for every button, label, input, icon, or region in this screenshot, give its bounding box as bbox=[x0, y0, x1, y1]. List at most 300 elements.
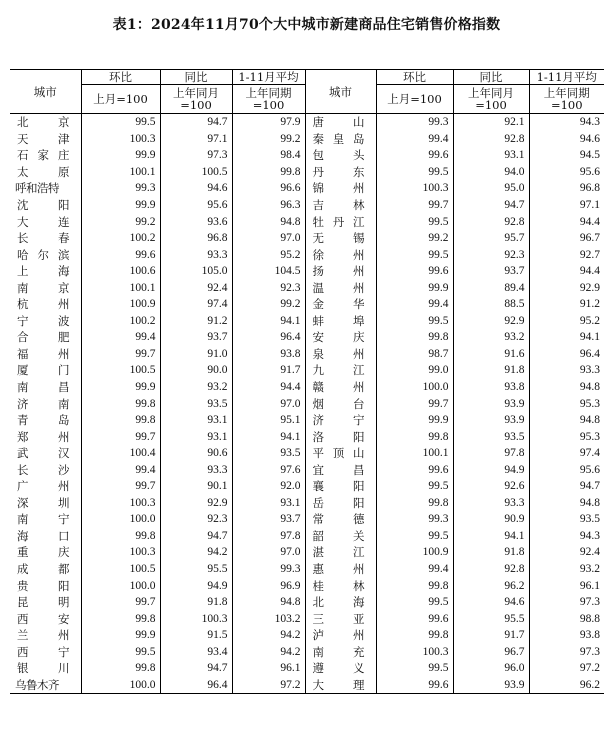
cell-city-right: 温州 bbox=[305, 279, 376, 296]
cell-ytd-left: 94.8 bbox=[232, 213, 305, 230]
cell-yoy-right: 92.9 bbox=[453, 313, 529, 330]
cell-mom-right: 99.3 bbox=[428, 116, 449, 129]
cell-city-right: 赣州 bbox=[305, 379, 376, 396]
cell-ytd-right: 94.4 bbox=[529, 263, 604, 280]
cell-yoy-left: 91.0 bbox=[160, 346, 232, 363]
cell-mom-left: 99.8 bbox=[135, 529, 156, 542]
cell-city-right: 襄阳 bbox=[305, 478, 376, 495]
cell-mom-right: 99.4 bbox=[428, 132, 449, 145]
base-label-text: =100 bbox=[252, 98, 285, 112]
cell-yoy-right: 93.8 bbox=[453, 379, 529, 396]
cell-city-right: 锦州 bbox=[305, 180, 376, 197]
table-row bbox=[10, 147, 604, 164]
cell-yoy-right: 93.9 bbox=[453, 412, 529, 429]
cell-city-left: 厦门 bbox=[10, 362, 81, 379]
cell-yoy-right: 94.0 bbox=[453, 164, 529, 181]
cell-mom-left: 99.8 bbox=[135, 397, 156, 410]
cell-city-right: 常德 bbox=[305, 511, 376, 528]
col-header-mom-left: 环比 bbox=[81, 70, 160, 85]
cell-mom-right: 99.5 bbox=[428, 662, 449, 675]
cell-mom-left: 100.9 bbox=[129, 298, 156, 311]
cell-city-right: 金华 bbox=[305, 296, 376, 313]
table-row bbox=[10, 478, 604, 495]
cell-yoy-right: 89.4 bbox=[453, 279, 529, 296]
table-row bbox=[10, 445, 604, 462]
cell-yoy-left: 93.1 bbox=[160, 412, 232, 429]
cell-yoy-right: 91.6 bbox=[453, 346, 529, 363]
cell-ytd-left: 99.3 bbox=[232, 561, 305, 578]
table-row bbox=[10, 412, 604, 429]
cell-yoy-right: 95.7 bbox=[453, 230, 529, 247]
cell-yoy-left: 100.5 bbox=[160, 164, 232, 181]
cell-yoy-left: 92.9 bbox=[160, 495, 232, 512]
cell-ytd-left: 99.8 bbox=[232, 164, 305, 181]
cell-city-left: 乌鲁木齐 bbox=[10, 677, 81, 694]
cell-yoy-left: 94.7 bbox=[160, 528, 232, 545]
base-label-mom-left: 上月=100 bbox=[93, 92, 148, 106]
cell-yoy-right: 92.6 bbox=[453, 478, 529, 495]
cell-ytd-right: 92.7 bbox=[529, 246, 604, 263]
cell-yoy-right: 92.1 bbox=[453, 114, 529, 131]
col-header-ytd-left: 1-11月平均 bbox=[232, 70, 305, 85]
cell-city-left: 南京 bbox=[10, 279, 81, 296]
table-row bbox=[10, 197, 604, 214]
cell-ytd-left: 93.7 bbox=[232, 511, 305, 528]
cell-ytd-right: 94.8 bbox=[529, 412, 604, 429]
cell-mom-right: 99.5 bbox=[428, 165, 449, 178]
cell-city-right: 岳阳 bbox=[305, 495, 376, 512]
base-label-text: 上年同期 bbox=[245, 86, 292, 100]
cell-mom-right: 98.7 bbox=[428, 347, 449, 360]
cell-ytd-right: 97.1 bbox=[529, 197, 604, 214]
cell-yoy-left: 93.3 bbox=[160, 461, 232, 478]
base-label-ytd-right bbox=[529, 85, 604, 114]
cell-mom-right: 99.9 bbox=[428, 414, 449, 427]
cell-mom-right: 99.3 bbox=[428, 513, 449, 526]
cell-yoy-left: 94.6 bbox=[160, 180, 232, 197]
table-row bbox=[10, 296, 604, 313]
cell-ytd-left: 96.3 bbox=[232, 197, 305, 214]
table-row bbox=[10, 131, 604, 148]
cell-city-left: 济南 bbox=[10, 395, 81, 412]
cell-ytd-right: 95.6 bbox=[529, 164, 604, 181]
table-body bbox=[10, 114, 604, 694]
cell-mom-left: 99.5 bbox=[135, 116, 156, 129]
table-row bbox=[10, 279, 604, 296]
cell-yoy-right: 94.9 bbox=[453, 461, 529, 478]
cell-ytd-right: 91.2 bbox=[529, 296, 604, 313]
cell-mom-left: 99.8 bbox=[135, 662, 156, 675]
cell-mom-left: 99.2 bbox=[135, 215, 156, 228]
cell-mom-left: 99.9 bbox=[135, 381, 156, 394]
cell-city-right: 徐州 bbox=[305, 246, 376, 263]
cell-mom-right: 99.5 bbox=[428, 314, 449, 327]
cell-ytd-right: 93.2 bbox=[529, 561, 604, 578]
cell-yoy-left: 96.8 bbox=[160, 230, 232, 247]
cell-mom-right: 99.8 bbox=[428, 331, 449, 344]
table-row bbox=[10, 346, 604, 363]
cell-city-left: 长春 bbox=[10, 230, 81, 247]
table-row bbox=[10, 230, 604, 247]
cell-ytd-left: 96.9 bbox=[232, 577, 305, 594]
cell-mom-left: 100.1 bbox=[129, 165, 156, 178]
cell-ytd-right: 96.8 bbox=[529, 180, 604, 197]
cell-mom-right: 99.0 bbox=[428, 364, 449, 377]
base-label-mom-right: 上月=100 bbox=[387, 92, 442, 106]
cell-ytd-left: 97.0 bbox=[232, 230, 305, 247]
cell-ytd-left: 103.2 bbox=[232, 610, 305, 627]
table-row bbox=[10, 495, 604, 512]
cell-city-left: 兰州 bbox=[10, 627, 81, 644]
cell-city-left: 昆明 bbox=[10, 594, 81, 611]
cell-city-left: 广州 bbox=[10, 478, 81, 495]
cell-yoy-right: 88.5 bbox=[453, 296, 529, 313]
cell-city-left: 银川 bbox=[10, 660, 81, 677]
cell-ytd-left: 93.1 bbox=[232, 495, 305, 512]
cell-yoy-left: 95.6 bbox=[160, 197, 232, 214]
cell-ytd-right: 94.8 bbox=[529, 495, 604, 512]
base-label-ytd-left bbox=[232, 85, 305, 114]
cell-ytd-right: 96.2 bbox=[529, 677, 604, 694]
cell-mom-right: 100.1 bbox=[422, 447, 449, 460]
table-row bbox=[10, 395, 604, 412]
cell-ytd-right: 96.7 bbox=[529, 230, 604, 247]
table-row bbox=[10, 313, 604, 330]
table-row bbox=[10, 610, 604, 627]
table-row bbox=[10, 660, 604, 677]
cell-city-left: 武汉 bbox=[10, 445, 81, 462]
cell-city-left: 西安 bbox=[10, 610, 81, 627]
table-row bbox=[10, 246, 604, 263]
cell-city-right: 九江 bbox=[305, 362, 376, 379]
cell-yoy-left: 93.3 bbox=[160, 246, 232, 263]
cell-mom-right: 99.4 bbox=[428, 298, 449, 311]
cell-city-right: 南充 bbox=[305, 644, 376, 661]
cell-mom-left: 99.8 bbox=[135, 414, 156, 427]
cell-ytd-right: 97.3 bbox=[529, 644, 604, 661]
cell-ytd-left: 97.2 bbox=[232, 677, 305, 694]
cell-mom-left: 100.2 bbox=[129, 314, 156, 327]
base-label-text: =100 bbox=[475, 98, 507, 112]
cell-mom-left: 99.6 bbox=[135, 248, 156, 261]
cell-mom-right: 99.5 bbox=[428, 529, 449, 542]
cell-yoy-left: 93.5 bbox=[160, 395, 232, 412]
cell-ytd-left: 96.6 bbox=[232, 180, 305, 197]
cell-ytd-left: 97.0 bbox=[232, 544, 305, 561]
cell-yoy-right: 95.0 bbox=[453, 180, 529, 197]
table-row bbox=[10, 594, 604, 611]
cell-city-right: 秦皇岛 bbox=[305, 131, 376, 148]
cell-ytd-left: 94.1 bbox=[232, 428, 305, 445]
cell-yoy-left: 93.1 bbox=[160, 428, 232, 445]
table-row bbox=[10, 528, 604, 545]
cell-yoy-right: 94.7 bbox=[453, 197, 529, 214]
cell-ytd-left: 96.4 bbox=[232, 329, 305, 346]
cell-ytd-left: 92.3 bbox=[232, 279, 305, 296]
cell-yoy-right: 93.9 bbox=[453, 677, 529, 694]
cell-mom-right: 99.9 bbox=[428, 281, 449, 294]
cell-city-right: 安庆 bbox=[305, 329, 376, 346]
cell-city-right: 三亚 bbox=[305, 610, 376, 627]
cell-mom-right: 99.4 bbox=[428, 563, 449, 576]
cell-yoy-right: 96.0 bbox=[453, 660, 529, 677]
cell-ytd-right: 95.2 bbox=[529, 313, 604, 330]
cell-city-left: 深圳 bbox=[10, 495, 81, 512]
cell-ytd-right: 97.2 bbox=[529, 660, 604, 677]
table-row bbox=[10, 644, 604, 661]
cell-mom-left: 99.4 bbox=[135, 463, 156, 476]
cell-yoy-right: 96.7 bbox=[453, 644, 529, 661]
cell-city-left: 福州 bbox=[10, 346, 81, 363]
cell-city-left: 大连 bbox=[10, 213, 81, 230]
cell-city-right: 丹东 bbox=[305, 164, 376, 181]
table-row bbox=[10, 428, 604, 445]
cell-mom-right: 99.7 bbox=[428, 199, 449, 211]
cell-city-left: 青岛 bbox=[10, 412, 81, 429]
cell-yoy-left: 100.3 bbox=[160, 610, 232, 627]
cell-mom-left: 99.3 bbox=[135, 182, 156, 195]
table-row bbox=[10, 114, 604, 131]
cell-city-left: 重庆 bbox=[10, 544, 81, 561]
cell-yoy-right: 91.8 bbox=[453, 362, 529, 379]
cell-ytd-left: 94.2 bbox=[232, 627, 305, 644]
cell-mom-left: 100.5 bbox=[129, 364, 156, 377]
table-row bbox=[10, 561, 604, 578]
cell-yoy-right: 93.5 bbox=[453, 428, 529, 445]
cell-city-right: 无锡 bbox=[305, 230, 376, 247]
cell-mom-left: 100.0 bbox=[129, 513, 156, 526]
cell-yoy-left: 94.9 bbox=[160, 577, 232, 594]
cell-city-right: 泉州 bbox=[305, 346, 376, 363]
cell-ytd-left: 97.9 bbox=[232, 114, 305, 131]
cell-city-left: 石家庄 bbox=[10, 147, 81, 164]
cell-city-right: 扬州 bbox=[305, 263, 376, 280]
cell-ytd-right: 94.6 bbox=[529, 131, 604, 148]
cell-mom-left: 100.6 bbox=[129, 265, 156, 278]
cell-yoy-right: 93.2 bbox=[453, 329, 529, 346]
cell-ytd-right: 94.3 bbox=[529, 114, 604, 131]
cell-mom-right: 100.9 bbox=[422, 546, 449, 559]
cell-city-left: 北京 bbox=[10, 114, 81, 131]
cell-yoy-right: 91.7 bbox=[453, 627, 529, 644]
cell-yoy-right: 94.1 bbox=[453, 528, 529, 545]
cell-mom-right: 99.7 bbox=[428, 397, 449, 410]
col-header-city-left: 城市 bbox=[10, 70, 81, 113]
cell-city-right: 吉林 bbox=[305, 197, 376, 214]
cell-ytd-right: 97.3 bbox=[529, 594, 604, 611]
table-row bbox=[10, 379, 604, 396]
table-row bbox=[10, 544, 604, 561]
cell-city-left: 宁波 bbox=[10, 313, 81, 330]
cell-yoy-left: 91.5 bbox=[160, 627, 232, 644]
table-row bbox=[10, 362, 604, 379]
cell-yoy-right: 93.7 bbox=[453, 263, 529, 280]
cell-city-left: 成都 bbox=[10, 561, 81, 578]
cell-ytd-left: 94.4 bbox=[232, 379, 305, 396]
cell-mom-left: 100.0 bbox=[129, 579, 156, 592]
cell-mom-right: 99.6 bbox=[428, 463, 449, 476]
col-header-ytd-right: 1-11月平均 bbox=[529, 70, 604, 85]
cell-city-left: 太原 bbox=[10, 164, 81, 181]
cell-city-right: 韶关 bbox=[305, 528, 376, 545]
cell-mom-left: 100.4 bbox=[129, 447, 156, 460]
cell-yoy-right: 92.8 bbox=[453, 561, 529, 578]
cell-mom-left: 100.5 bbox=[129, 563, 156, 576]
cell-ytd-right: 94.8 bbox=[529, 379, 604, 396]
cell-city-right: 洛阳 bbox=[305, 428, 376, 445]
cell-yoy-left: 93.2 bbox=[160, 379, 232, 396]
table-row bbox=[10, 577, 604, 594]
base-label-yoy-right bbox=[453, 85, 529, 114]
cell-mom-left: 99.7 bbox=[135, 430, 156, 443]
cell-mom-left: 100.2 bbox=[129, 232, 156, 245]
col-header-city-right: 城市 bbox=[305, 70, 376, 113]
col-header-yoy-right: 同比 bbox=[453, 70, 529, 85]
cell-city-right: 平顶山 bbox=[305, 445, 376, 462]
cell-ytd-left: 99.2 bbox=[232, 131, 305, 148]
cell-yoy-right: 90.9 bbox=[453, 511, 529, 528]
cell-ytd-left: 97.0 bbox=[232, 395, 305, 412]
cell-ytd-right: 92.9 bbox=[529, 279, 604, 296]
cell-ytd-right: 96.1 bbox=[529, 577, 604, 594]
cell-city-left: 合肥 bbox=[10, 329, 81, 346]
base-label-text: 上年同月 bbox=[468, 86, 514, 100]
cell-mom-left: 99.7 bbox=[135, 596, 156, 609]
cell-ytd-left: 94.2 bbox=[232, 644, 305, 661]
cell-yoy-right: 93.1 bbox=[453, 147, 529, 164]
page-title: 表1：2024年11月70个大中城市新建商品住宅销售价格指数 bbox=[112, 17, 501, 33]
cell-ytd-right: 93.8 bbox=[529, 627, 604, 644]
cell-city-right: 桂林 bbox=[305, 577, 376, 594]
cell-yoy-left: 97.4 bbox=[160, 296, 232, 313]
base-label-yoy-left bbox=[160, 85, 232, 114]
cell-ytd-right: 94.7 bbox=[529, 478, 604, 495]
cell-mom-left: 99.5 bbox=[135, 645, 156, 658]
cell-mom-left: 100.3 bbox=[129, 496, 156, 509]
cell-city-left: 天津 bbox=[10, 131, 81, 148]
cell-yoy-left: 90.6 bbox=[160, 445, 232, 462]
cell-city-left: 沈阳 bbox=[10, 197, 81, 214]
cell-mom-left: 99.9 bbox=[135, 199, 156, 211]
cell-yoy-right: 92.3 bbox=[453, 246, 529, 263]
cell-yoy-left: 96.4 bbox=[160, 677, 232, 694]
table-row bbox=[10, 461, 604, 478]
col-header-yoy-left: 同比 bbox=[160, 70, 232, 85]
cell-ytd-right: 97.4 bbox=[529, 445, 604, 462]
cell-city-right: 宜昌 bbox=[305, 461, 376, 478]
cell-city-left: 南昌 bbox=[10, 379, 81, 396]
cell-ytd-right: 95.3 bbox=[529, 428, 604, 445]
cell-mom-left: 99.4 bbox=[135, 331, 156, 344]
table-row bbox=[10, 627, 604, 644]
cell-city-left: 上海 bbox=[10, 263, 81, 280]
cell-mom-right: 100.3 bbox=[422, 645, 449, 658]
cell-city-right: 包头 bbox=[305, 147, 376, 164]
cell-ytd-left: 94.1 bbox=[232, 313, 305, 330]
cell-yoy-left: 95.5 bbox=[160, 561, 232, 578]
cell-yoy-left: 97.1 bbox=[160, 131, 232, 148]
cell-city-left: 南宁 bbox=[10, 511, 81, 528]
cell-city-left: 贵阳 bbox=[10, 577, 81, 594]
cell-mom-right: 99.6 bbox=[428, 612, 449, 625]
table-row bbox=[10, 677, 604, 694]
cell-mom-right: 99.8 bbox=[428, 579, 449, 592]
cell-yoy-left: 93.4 bbox=[160, 644, 232, 661]
cell-ytd-left: 91.7 bbox=[232, 362, 305, 379]
cell-ytd-right: 94.5 bbox=[529, 147, 604, 164]
base-label-text: =100 bbox=[180, 98, 212, 112]
cell-mom-left: 99.8 bbox=[135, 612, 156, 625]
cell-ytd-left: 94.8 bbox=[232, 594, 305, 611]
cell-yoy-left: 92.4 bbox=[160, 279, 232, 296]
table-row bbox=[10, 164, 604, 181]
cell-city-right: 济宁 bbox=[305, 412, 376, 429]
cell-mom-left: 99.9 bbox=[135, 149, 156, 162]
cell-mom-right: 99.8 bbox=[428, 496, 449, 509]
cell-city-left: 西宁 bbox=[10, 644, 81, 661]
cell-city-right: 惠州 bbox=[305, 561, 376, 578]
cell-ytd-left: 97.8 bbox=[232, 528, 305, 545]
cell-yoy-left: 94.7 bbox=[160, 114, 232, 131]
cell-yoy-right: 94.6 bbox=[453, 594, 529, 611]
cell-mom-right: 99.2 bbox=[428, 232, 449, 245]
cell-city-right: 北海 bbox=[305, 594, 376, 611]
cell-city-left: 哈尔滨 bbox=[10, 246, 81, 263]
cell-yoy-left: 90.0 bbox=[160, 362, 232, 379]
cell-ytd-right: 95.6 bbox=[529, 461, 604, 478]
cell-ytd-left: 104.5 bbox=[232, 263, 305, 280]
cell-mom-right: 99.6 bbox=[428, 149, 449, 162]
cell-mom-right: 99.5 bbox=[428, 248, 449, 261]
cell-city-right: 遵义 bbox=[305, 660, 376, 677]
cell-ytd-left: 99.2 bbox=[232, 296, 305, 313]
col-header-mom-right: 环比 bbox=[376, 70, 453, 85]
cell-yoy-left: 93.7 bbox=[160, 329, 232, 346]
cell-city-right: 牡丹江 bbox=[305, 213, 376, 230]
cell-city-right: 泸州 bbox=[305, 627, 376, 644]
cell-ytd-right: 93.5 bbox=[529, 511, 604, 528]
table-row bbox=[10, 213, 604, 230]
cell-ytd-right: 96.4 bbox=[529, 346, 604, 363]
cell-city-left: 长沙 bbox=[10, 461, 81, 478]
cell-yoy-right: 95.5 bbox=[453, 610, 529, 627]
cell-mom-left: 100.1 bbox=[129, 281, 156, 294]
cell-ytd-right: 92.4 bbox=[529, 544, 604, 561]
cell-city-right: 蚌埠 bbox=[305, 313, 376, 330]
cell-mom-right: 99.8 bbox=[428, 430, 449, 443]
cell-ytd-left: 95.2 bbox=[232, 246, 305, 263]
cell-city-left: 海口 bbox=[10, 528, 81, 545]
cell-city-left: 呼和浩特 bbox=[10, 180, 81, 197]
cell-ytd-right: 94.4 bbox=[529, 213, 604, 230]
cell-yoy-right: 91.8 bbox=[453, 544, 529, 561]
cell-mom-right: 99.6 bbox=[428, 678, 449, 691]
cell-city-right: 湛江 bbox=[305, 544, 376, 561]
cell-ytd-left: 96.1 bbox=[232, 660, 305, 677]
cell-mom-right: 100.3 bbox=[422, 182, 449, 195]
cell-ytd-left: 98.4 bbox=[232, 147, 305, 164]
cell-yoy-left: 92.3 bbox=[160, 511, 232, 528]
cell-ytd-right: 95.3 bbox=[529, 395, 604, 412]
base-label-text: 上年同月 bbox=[173, 86, 219, 100]
cell-mom-right: 99.6 bbox=[428, 265, 449, 278]
cell-yoy-left: 97.3 bbox=[160, 147, 232, 164]
cell-mom-right: 99.5 bbox=[428, 215, 449, 228]
table-row bbox=[10, 329, 604, 346]
cell-ytd-left: 97.6 bbox=[232, 461, 305, 478]
cell-ytd-left: 93.5 bbox=[232, 445, 305, 462]
table-row bbox=[10, 180, 604, 197]
